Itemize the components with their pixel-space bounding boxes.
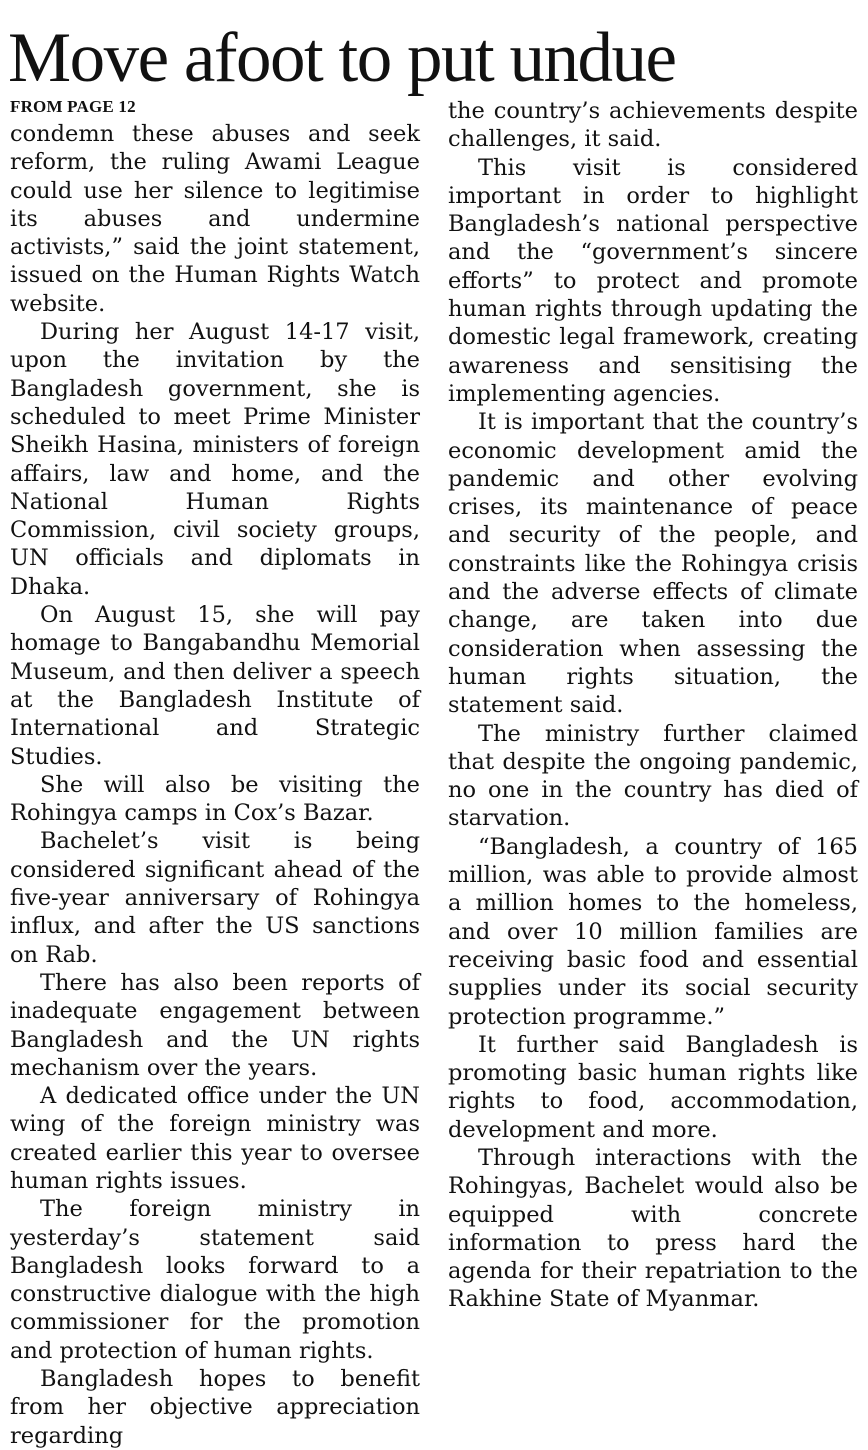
left-column — [10, 96, 420, 1450]
paragraph: the country’s achievements despite challenges, it said. — [448, 98, 858, 153]
paragraph: There has also been reports of inadequate engagement between Bangladesh and the UN rights mechanism over the years. — [10, 969, 420, 1081]
paragraph: It is important that the country’s economic development amid the pandemic and other evolving crises, its maintenance of peace and security of the people, and constraints like the Rohingya crisis and the adverse effects of climate change, are taken into due consideration when assessing the human rights situation, the statement said. — [448, 409, 858, 719]
paragraph: “Bangladesh, a country of 165 million, was able to provide almost a million homes to the homeless, and over 10 million families are receiving basic food and essential supplies under its social security protection programme.” — [448, 833, 858, 1030]
paragraph: During her August 14-17 visit, upon the invitation by the Bangladesh government, she is scheduled to meet Prime Minister Sheikh Hasina, ministers of foreign affairs, law and home, and the National Human Rights Commission, civil society groups, UN officials and diplomats in Dhaka. — [10, 319, 420, 600]
paragraph: On August 15, she will pay homage to Bangabandhu Memorial Museum, and then deliver a speech at the Bangladesh Institute of International and Strategic Studies. — [10, 602, 420, 770]
paragraph: Bangladesh hopes to benefit from her objective appreciation regarding — [10, 1366, 420, 1449]
paragraph: Through interactions with the Rohingyas, Bachelet would also be equipped with concrete information to press hard the agenda for their repatriation to the Rakhine State of Myanmar. — [448, 1144, 858, 1313]
paragraph: This visit is considered important in order to highlight Bangladesh’s national perspective and the “government’s sincere efforts” to protect and promote human rights through updating the domestic legal framework, creating awareness and sensitising the implementing agencies. — [448, 154, 858, 407]
paragraph: It further said Bangladesh is promoting basic human rights like rights to food, accommodation, development and more. — [448, 1031, 858, 1143]
paragraph: condemn these abuses and seek reform, the ruling Awami League could use her silence to legitimise its abuses and undermine activists,” said the joint statement, issued on the Human Rights Watch website. — [10, 121, 420, 317]
headline: Move afoot to put undue — [8, 19, 676, 97]
right-column — [448, 97, 858, 1314]
paragraph: She will also be visiting the Rohingya camps in Cox’s Bazar. — [10, 771, 420, 827]
paragraph: Bachelet’s visit is being considered significant ahead of the five-year anniversary of Rohingya influx, and after the US sanctions on Rab. — [10, 828, 420, 968]
paragraph: A dedicated office under the UN wing of the foreign ministry was created earlier this year to oversee human rights issues. — [10, 1083, 420, 1194]
paragraph: The foreign ministry in yesterday’s statement said Bangladesh looks forward to a constructive dialogue with the high commissioner for the promotion and protection of human rights. — [10, 1196, 420, 1364]
continuation-kicker: FROM PAGE 12 — [10, 97, 136, 116]
paragraph: The ministry further claimed that despite the ongoing pandemic, no one in the country has died of starvation. — [448, 720, 858, 832]
